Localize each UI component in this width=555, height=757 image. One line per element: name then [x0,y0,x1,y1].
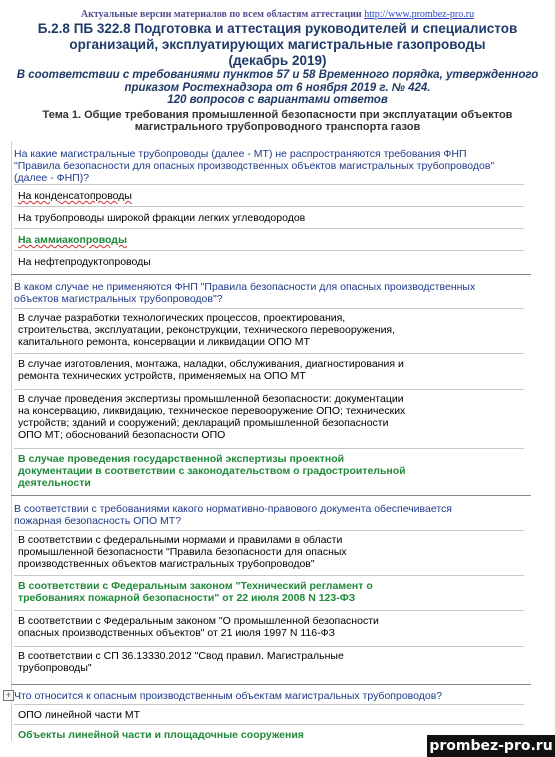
site-link[interactable]: http://www.prombez-pro.ru [364,9,475,20]
answer-line: ремонта технических устройств, применяемых на ОПО МТ [18,370,306,382]
answer-line: В случае изготовления, монтажа, наладки, обслуживания, диагностирования и [18,358,404,370]
answer-line: промышленной безопасности "Правила безопасности для опасных [18,546,347,558]
answer-text: На нефтепродуктопроводы [18,256,151,268]
answer-line: документации в соответствии с законодательством о градостроительной [18,465,406,477]
subtitle-line: 120 вопросов с вариантами ответов [167,94,388,106]
title-line: (декабрь 2019) [228,53,327,68]
answer-option[interactable] [14,610,524,646]
answer-text: На конденсатопроводы [18,190,132,202]
answer-line: трубопроводы" [18,662,92,674]
answer-text: Объекты линейной части и площадочные сооружения [18,729,304,741]
question-1 [14,148,524,184]
question-separator [11,684,531,685]
answer-option[interactable] [14,530,524,575]
question-line: Что относится к опасным производственным объектам магистральных трубопроводов? [14,690,443,702]
title-line: Б.2.8 ПБ 322.8 Подготовка и аттестация руководителей и специалистов [37,21,518,36]
question-separator [11,274,531,275]
question-4 [14,690,524,702]
question-line: В каком случае не применяются ФНП "Правила безопасности для опасных производственных [14,281,476,293]
answer-line: строительства, эксплуатации, реконструкции, технического перевооружения, [18,324,396,336]
question-3 [14,503,524,527]
question-line: пожарная безопасность ОПО МТ? [14,515,182,527]
top-note [0,9,555,20]
table-move-handle-icon[interactable]: + [3,690,14,701]
subtitle-line: приказом Ростехнадзора от 6 ноября 2019 г. № 424. [124,81,431,94]
answer-option[interactable] [14,646,524,680]
answer-option[interactable] [14,308,524,353]
answer-option[interactable] [14,704,524,724]
answer-line: ОПО МТ; обоснований безопасности ОПО [18,429,226,441]
answer-option[interactable] [14,250,524,272]
answer-line: В случае проведения государственной экспертизы проектной [18,453,345,465]
question-line: (далее - ФНП)? [14,172,90,184]
answer-text: ОПО линейной части МТ [18,709,141,721]
answer-line: деятельности [18,477,91,489]
watermark: prombez-pro.ru [427,735,555,757]
answer-line: В соответствии с СП 36.13330.2012 "Свод правил. Магистральные [18,650,344,662]
document-subtitle [0,69,555,107]
answer-line: В соответствии с Федеральным законом "О промышленной безопасности [18,615,379,627]
title-line: организаций, эксплуатирующих магистральные газопроводы [69,37,486,52]
document-title [0,21,555,69]
answer-option-correct[interactable] [14,448,524,492]
answer-line: В соответствии с Федеральным законом "Технический регламент о [18,580,373,592]
answer-line: В соответствии с федеральными нормами и правилами в области [18,534,343,546]
question-line: На какие магистральные трубопроводы (далее - МТ) не распространяются требования ФНП [14,148,467,160]
answer-option[interactable] [14,389,524,448]
question-line: В соответствии с требованиями какого нормативно-правового документа обеспечивается [14,503,452,515]
answer-text: На трубопроводы широкой фракции легких углеводородов [18,212,306,224]
answer-option[interactable] [14,206,524,228]
top-note-text: Актуальные версии материалов по всем областям аттестации [80,9,365,20]
topic-line: магистрального трубопроводного транспорта газов [134,121,421,133]
answer-line: опасных производственных объектов" от 21 июля 1997 N 116-ФЗ [18,627,335,639]
answer-option-correct[interactable] [14,228,524,250]
table-left-border [11,141,12,741]
answer-line: В случае разработки технологических процессов, проектирования, [18,312,346,324]
answer-line: производственных объектов магистральных трубопроводов" [18,558,315,570]
answer-line: капитального ремонта, консервации и ликвидации ОПО МТ [18,336,310,348]
question-line: "Правила безопасности для опасных производственных объектов магистральных трубопроводов" [14,160,495,172]
answer-text: На аммиакопроводы [18,234,127,246]
topic-heading [0,109,555,133]
topic-line: Тема 1. Общие требования промышленной безопасности при эксплуатации объектов [42,109,513,121]
answer-line: на консервацию, ликвидацию, техническое перевооружение ОПО; технических [18,405,406,417]
answer-option-correct[interactable] [14,575,524,610]
subtitle-line: В соответствии с требованиями пунктов 57 и 58 Временного порядка, утвержденного [16,69,539,81]
answer-line: устройств; зданий и сооружений; деклараций промышленной безопасности [18,417,389,429]
question-2 [14,281,524,305]
question-line: объектов магистральных трубопроводов"? [14,293,223,305]
answer-option[interactable] [14,353,524,389]
answer-option[interactable] [14,184,524,206]
question-separator [11,495,531,496]
answer-line: требованиях пожарной безопасности" от 22 июля 2008 N 123-ФЗ [18,592,356,604]
answer-line: В случае проведения экспертизы промышленной безопасности: документации [18,393,404,405]
